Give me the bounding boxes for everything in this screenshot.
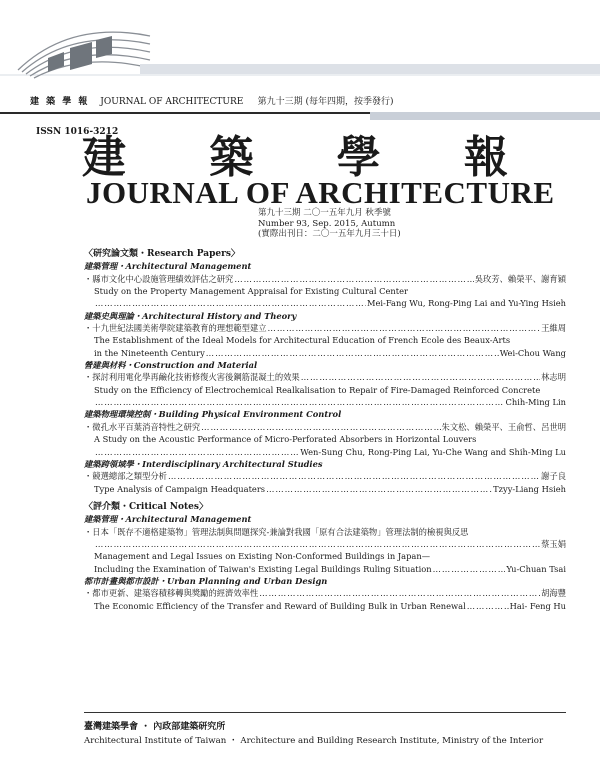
title-char: 建	[82, 132, 126, 183]
toc-entry-en-authors: ……………………………………………………………………………………………………………………………………………………………………………………………… Mei-Fang Wu, Rong-Ping Lai and Yu-Ying Hsieh	[84, 297, 566, 309]
category-heading: 建築跨領域學・Interdisciplinary Architectural Studies	[84, 458, 323, 469]
toc-entry-en-authors: Type Analysis of Campaign Headquaters ……………………………………………………………………………………………………………………………………………………………………………………………… Tzyy-Liang Hsieh	[84, 483, 566, 495]
running-header	[30, 94, 394, 107]
section-header-research: 〈研究論文類・Research Papers〉	[84, 249, 240, 259]
runner-journal-zh: 建 築 學 報	[30, 97, 90, 107]
runner-journal-en: JOURNAL OF ARCHITECTURE	[100, 97, 244, 107]
toc-entry-zh[interactable]: ・微孔水平百葉消音特性之研究 ……………………………………………………………………………………………………………………………………………………………………………………………… 朱文松、賴榮平、王俞哲、呂世明	[84, 421, 566, 433]
toc-entry-zh[interactable]: ・縣市文化中心設施管理績效評估之研究 ……………………………………………………………………………………………………………………………………………………………………………………………… 吳玫芳、賴榮平、謝育穎	[84, 273, 566, 285]
toc-entry-zh[interactable]: ・競選總部之類型分析 ……………………………………………………………………………………………………………………………………………………………………………………………… 謝子良	[84, 470, 566, 482]
section-header-critical: 〈評介類・Critical Notes〉	[84, 501, 208, 512]
toc-entry-en-title: Study on the Property Management Appraisal for Existing Cultural Center	[94, 286, 408, 297]
category-heading: 建築管理・Architectural Management	[84, 261, 252, 272]
publisher-zh: 臺灣建築學會 ・ 內政部建築研究所	[84, 722, 226, 732]
category-heading: 營建與材料・Construction and Material	[84, 360, 258, 371]
toc-entry-zh[interactable]: ・都市更新、建築容積移轉與獎勵的經濟效率性 ……………………………………………………………………………………………………………………………………………………………………………………………… 胡海豐	[84, 587, 566, 599]
toc-entry-en-authors: ……………………………………………………………………………………………………………………………………………………………………………………………… Chih-Ming Lin	[84, 396, 566, 408]
category-heading: 建築管理・Architectural Management	[84, 514, 252, 525]
category-heading: 都市計畫與都市設計・Urban Planning and Urban Design	[84, 575, 328, 586]
footer-rule	[84, 712, 566, 713]
issue-info	[258, 208, 401, 240]
runner-issue: 第九十三期 (每年四期，按季發行)	[257, 97, 394, 107]
category-heading: 建築史與理論・Architectural History and Theory	[84, 310, 297, 321]
toc-entry-en-authors: in the Nineteenth Century ……………………………………………………………………………………………………………………………………………………………………………………………… Wei-Chou Wang	[84, 347, 566, 359]
table-of-contents	[84, 248, 566, 612]
toc-entry-en-authors: ……………………………………………………………………………………………………………………………………………………………………………………………… Wen-Sung Chu, Rong-Ping Lai, Yu-Che Wang and Shih-Ming Lu	[84, 446, 566, 458]
toc-entry-en-title: Management and Legal Issues on Existing Non-Conformed Buildings in Japan—	[94, 551, 431, 562]
header-bar	[370, 112, 600, 120]
toc-entry-en-authors: The Economic Efficiency of the Transfer and Reward of Building Bulk in Urban Renewal ……………………………………………………………………………………………………………………………………………………………………………………………… Hai- Feng Hu	[84, 600, 566, 612]
toc-entry-en-title: Study on the Efficiency of Electrochemical Realkalisation to Repair of Fire-Damaged Reinforced Concrete	[94, 384, 541, 395]
issn: ISSN 1016-3212	[36, 127, 119, 137]
issue-date: (實際出刊日：二〇一五年九月三十日)	[258, 229, 401, 239]
issue-line-en: Number 93, Sep. 2015, Autumn	[258, 218, 396, 229]
publisher-en: Architectural Institute of Taiwan ・ Architecture and Building Research Institute, Ministry of the Interior	[84, 736, 544, 746]
category-heading: 建築物理環境控制・Building Physical Environment Control	[84, 409, 342, 420]
title-char: 築	[209, 132, 254, 183]
title-char: 學	[336, 132, 381, 183]
toc-entry-zh[interactable]: ・日本「既存不適格建築物」管理法制與問題探究-兼論對我國「原有合法建築物」管理法制的檢視與反思	[84, 526, 469, 537]
toc-entry-zh-authors: ……………………………………………………………………………………………………………………………………………………………………………………………… 蔡玉娟	[84, 538, 566, 550]
header-rule	[0, 112, 370, 114]
toc-entry-zh[interactable]: ・十九世紀法國美術學院建築教育的理想範型建立 ……………………………………………………………………………………………………………………………………………………………………………………………… 王維周	[84, 322, 566, 334]
title-char: 報	[463, 132, 508, 183]
toc-entry-en-title: A Study on the Acoustic Performance of Micro-Perforated Absorbers in Horizontal Louvers	[94, 434, 477, 445]
toc-entry-zh[interactable]: ・探討利用電化學再鹼化技術修復火害後鋼筋混凝土的效果 ……………………………………………………………………………………………………………………………………………………………………………………………… 林志明	[84, 371, 566, 383]
toc-entry-en-authors: Including the Examination of Taiwan's Existing Legal Buildings Ruling Situation ……………………………………………………………………………………………………………………………………………………………………………………………… Yu-Chuan Tsai	[84, 563, 566, 575]
toc-entry-en-title: The Establishment of the Ideal Models for Architectural Education of French Ecole des Beaux-Arts	[94, 335, 511, 346]
issue-line-zh: 第九十三期 二〇一五年九月 秋季號	[258, 208, 391, 218]
journal-title-en: JOURNAL OF ARCHITECTURE	[86, 175, 555, 210]
